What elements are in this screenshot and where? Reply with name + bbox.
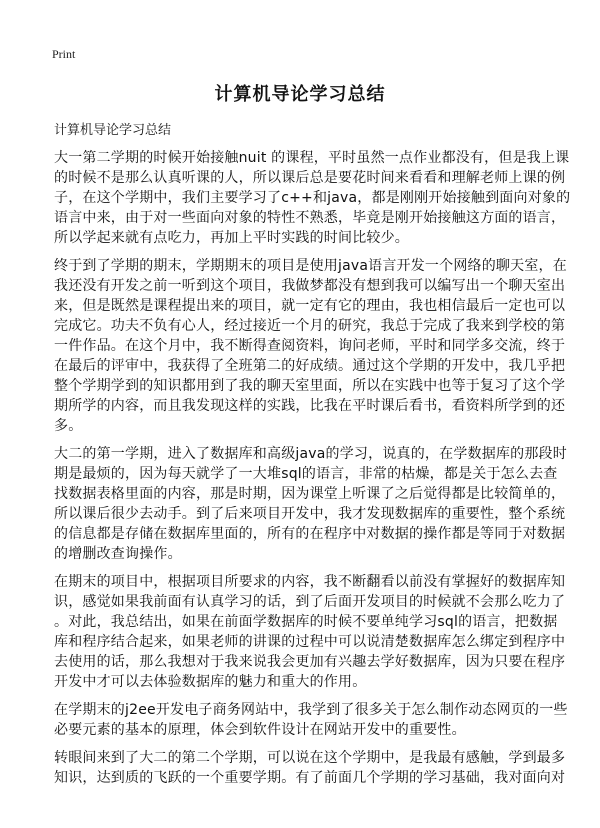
paragraph-line: 去使用的话，那么我想对于我来说我会更加有兴趣去学好数据库，因为只要在程序 — [54, 654, 566, 670]
paragraph-line: 一件作品。在这个月中，我不断得查阅资料，询问老师，平时和同学多交流，终于 — [54, 338, 566, 354]
paragraph-line: 所以课后很少去动手。到了后来项目开发中，我才发现数据库的重要性，整个系统 — [54, 506, 566, 522]
document-subtitle: 计算机导论学习总结 — [54, 123, 172, 138]
paragraph-line: 我还没有开发之前一听到这个项目，我做梦都没有想到我可以编写出一个聊天室出 — [54, 278, 566, 294]
paragraph — [54, 444, 574, 564]
paragraph — [54, 700, 574, 740]
paragraph-line: 在期末的项目中，根据项目所要求的内容，我不断翻看以前没有掌握好的数据库知 — [54, 574, 566, 590]
document-body — [54, 148, 574, 796]
paragraph-line: 找数据表格里面的内容，那是时期，因为课堂上听课了之后觉得都是比较简单的， — [54, 486, 566, 502]
paragraph-line: 所以学起来就有点吃力，再加上平时实践的时间比较少。 — [54, 230, 409, 246]
paragraph-line: 的增删改查询操作。 — [54, 546, 182, 562]
paragraph-line: 的信息都是存储在数据库里面的，所有的在程序中对数据的操作都是等同于对数据 — [54, 526, 566, 542]
paragraph — [54, 748, 574, 788]
paragraph — [54, 256, 574, 436]
print-link[interactable]: Print — [52, 47, 76, 61]
paragraph-line: 大二的第一学期，进入了数据库和高级java的学习，说真的，在学数据库的那段时 — [54, 446, 567, 462]
paragraph-line: 。对此，我总结出，如果在前面学数据库的时候不要单纯学习sql的语言，把数据 — [54, 614, 558, 630]
paragraph-line: 开发中才可以去体验数据库的魅力和重大的作用。 — [54, 674, 367, 690]
paragraph-line: 语言中来，由于对一些面向对象的特性不熟悉，毕竟是刚开始接触这方面的语言， — [54, 210, 566, 226]
paragraph-line: 库和程序结合起来，如果老师的讲课的过程中可以说清楚数据库怎么绑定到程序中 — [54, 634, 566, 650]
paragraph — [54, 572, 574, 692]
paragraph-line: 大一第二学期的时候开始接触nuit 的课程，平时虽然一点作业都没有，但是我上课 — [54, 150, 570, 166]
paragraph-line: 必要元素的基本的原理，体会到软件设计在网站开发中的重要性。 — [54, 722, 466, 738]
paragraph-line: 期所学的内容，而且我发现这样的实践，比我在平时课后看书，看资料所学到的还 — [54, 398, 566, 414]
paragraph-line: 期是最烦的，因为每天就学了一大堆sql的语言，非常的枯燥，都是关于怎么去查 — [54, 466, 558, 482]
paragraph-line: 在学期末的j2ee开发电子商务网站中，我学到了很多关于怎么制作动态网页的一些 — [54, 702, 568, 718]
paragraph — [54, 148, 574, 248]
paragraph-line: 多。 — [54, 418, 83, 434]
paragraph-line: 在最后的评审中，我获得了全班第二的好成绩。通过这个学期的开发中，我几乎把 — [54, 358, 566, 374]
paragraph-line: 的时候不是那么认真听课的人，所以课后总是要花时间来看看和理解老师上课的例 — [54, 170, 566, 186]
paragraph-line: 整个学期学到的知识都用到了我的聊天室里面，所以在实践中也等于复习了这个学 — [54, 378, 566, 394]
paragraph-line: 识，感觉如果我前面有认真学习的话，到了后面开发项目的时候就不会那么吃力了 — [54, 594, 566, 610]
paragraph-line: 知识，达到质的飞跃的一个重要学期。有了前面几个学期的学习基础，我对面向对 — [54, 770, 566, 786]
paragraph-line: 子，在这个学期中，我们主要学习了c++和java，都是刚刚开始接触到面向对象的 — [54, 190, 571, 206]
document-title: 计算机导论学习总结 — [214, 84, 386, 105]
paragraph-line: 转眼间来到了大二的第二个学期，可以说在这个学期中，是我最有感触，学到最多 — [54, 750, 566, 766]
paragraph-line: 来，但是既然是课程提出来的项目，就一定有它的理由，我也相信最后一定也可以 — [54, 298, 566, 314]
paragraph-line: 完成它。功夫不负有心人，经过接近一个月的研究，我总于完成了我来到学校的第 — [54, 318, 566, 334]
paragraph-line: 终于到了学期的期末，学期期末的项目是使用java语言开发一个网络的聊天室，在 — [54, 258, 567, 274]
